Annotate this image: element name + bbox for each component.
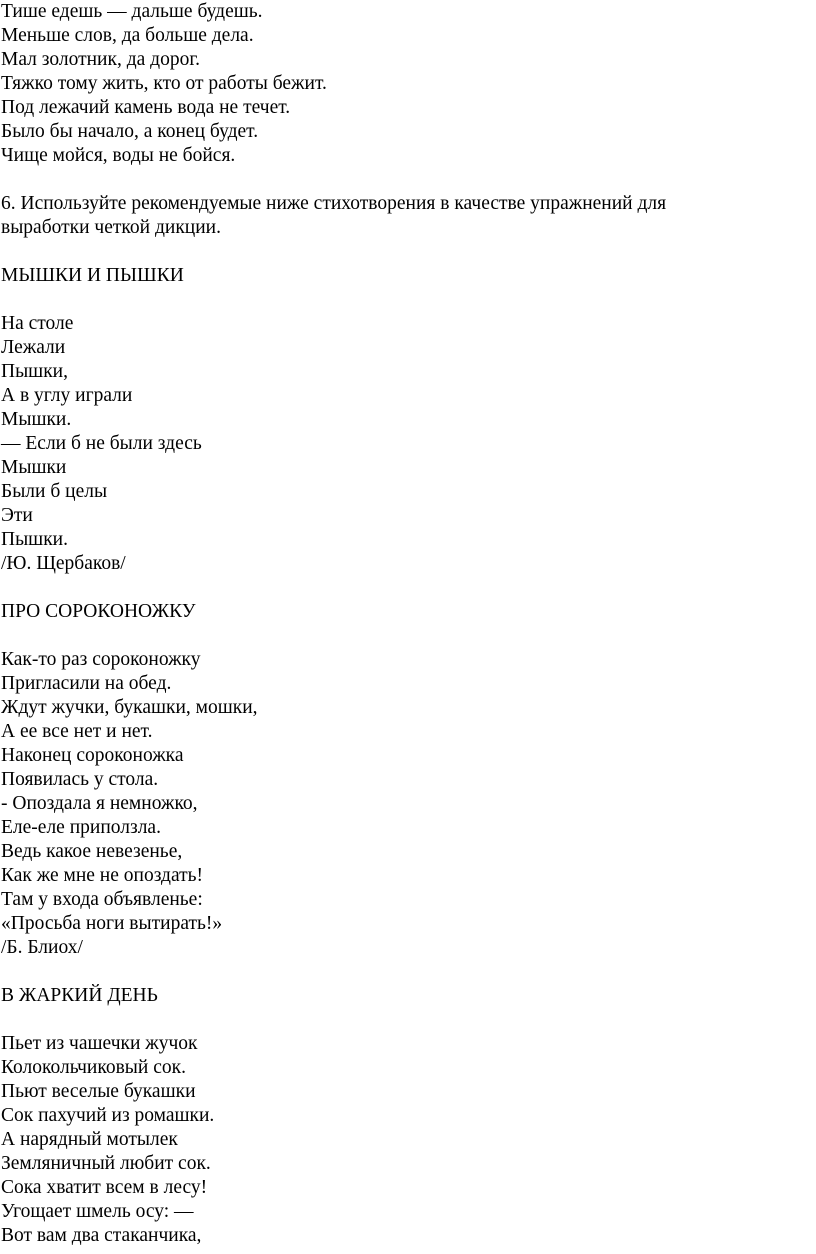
poem-pro-sorokonozhku — [1, 600, 816, 960]
poem-line: Пышки, — [1, 361, 68, 382]
blank-line — [1, 576, 816, 600]
proverb-line: Меньше слов, да больше дела. — [1, 25, 254, 46]
poem-line: Пышки. — [1, 529, 68, 550]
proverb-line: Чище мойся, воды не бойся. — [1, 145, 236, 166]
instruction-paragraph — [1, 192, 816, 240]
poem-line: А ее все нет и нет. — [1, 721, 153, 742]
poem-line: Как же мне не опоздать! — [1, 865, 204, 886]
instruction-line: 6. Используйте рекомендуемые ниже стихотворения в качестве упражнений для — [1, 193, 667, 214]
poem-line: На столе — [1, 313, 74, 334]
poem-author: /Б. Блиох/ — [1, 937, 83, 958]
blank-line — [1, 960, 816, 984]
proverb-line: Тише едешь — дальше будешь. — [1, 1, 263, 22]
poem-line: Лежали — [1, 337, 66, 358]
poem-v-zharkiy-den — [1, 984, 816, 1248]
poem-line: Там у входа объявленье: — [1, 889, 203, 910]
poem-line: Пьют веселые букашки — [1, 1081, 196, 1102]
poem-line: Сока хватит всем в лесу! — [1, 1177, 208, 1198]
poem-line: Ждут жучки, букашки, мошки, — [1, 697, 258, 718]
proverb-line: Под лежачий камень вода не течет. — [1, 97, 291, 118]
poem-line: Еле-еле приползла. — [1, 817, 161, 838]
poem-line: Земляничный любит сок. — [1, 1153, 211, 1174]
poem-title: ПРО СОРОКОНОЖКУ — [1, 601, 196, 622]
poem-line: — Если б не были здесь — [1, 433, 202, 454]
poem-line: Мышки — [1, 457, 67, 478]
blank-line — [1, 624, 816, 648]
poem-line: Были б целы — [1, 481, 108, 502]
poem-line: А нарядный мотылек — [1, 1129, 178, 1150]
blank-line — [1, 1008, 816, 1032]
proverb-line: Мал золотник, да дорог. — [1, 49, 200, 70]
poem-line: Эти — [1, 505, 33, 526]
poem-line: Наконец сороконожка — [1, 745, 184, 766]
poem-line: «Просьба ноги вытирать!» — [1, 913, 223, 934]
poem-author: /Ю. Щербаков/ — [1, 553, 126, 574]
poem-line: А в углу играли — [1, 385, 133, 406]
poem-line: Пьет из чашечки жучок — [1, 1033, 198, 1054]
poem-line: Появилась у стола. — [1, 769, 159, 790]
proverb-line: Тяжко тому жить, кто от работы бежит. — [1, 73, 327, 94]
poem-line: Пригласили на обед. — [1, 673, 172, 694]
poem-title: В ЖАРКИЙ ДЕНЬ — [1, 985, 158, 1006]
poem-title: МЫШКИ И ПЫШКИ — [1, 265, 184, 286]
blank-line — [1, 240, 816, 264]
poem-line: Мышки. — [1, 409, 72, 430]
poem-line: - Опоздала я немножко, — [1, 793, 198, 814]
poem-myshki-i-pyshki — [1, 264, 816, 576]
poem-line: Вот вам два стаканчика, — [1, 1225, 202, 1246]
proverbs-block — [1, 0, 816, 168]
poem-line: Ведь какое невезенье, — [1, 841, 183, 862]
blank-line — [1, 168, 816, 192]
poem-line: Как-то раз сороконожку — [1, 649, 201, 670]
poem-line: Колокольчиковый сок. — [1, 1057, 186, 1078]
instruction-line: выработки четкой дикции. — [1, 217, 221, 238]
proverb-line: Было бы начало, а конец будет. — [1, 121, 259, 142]
poem-line: Сок пахучий из ромашки. — [1, 1105, 215, 1126]
blank-line — [1, 288, 816, 312]
poem-line: Угощает шмель осу: — — [1, 1201, 194, 1222]
